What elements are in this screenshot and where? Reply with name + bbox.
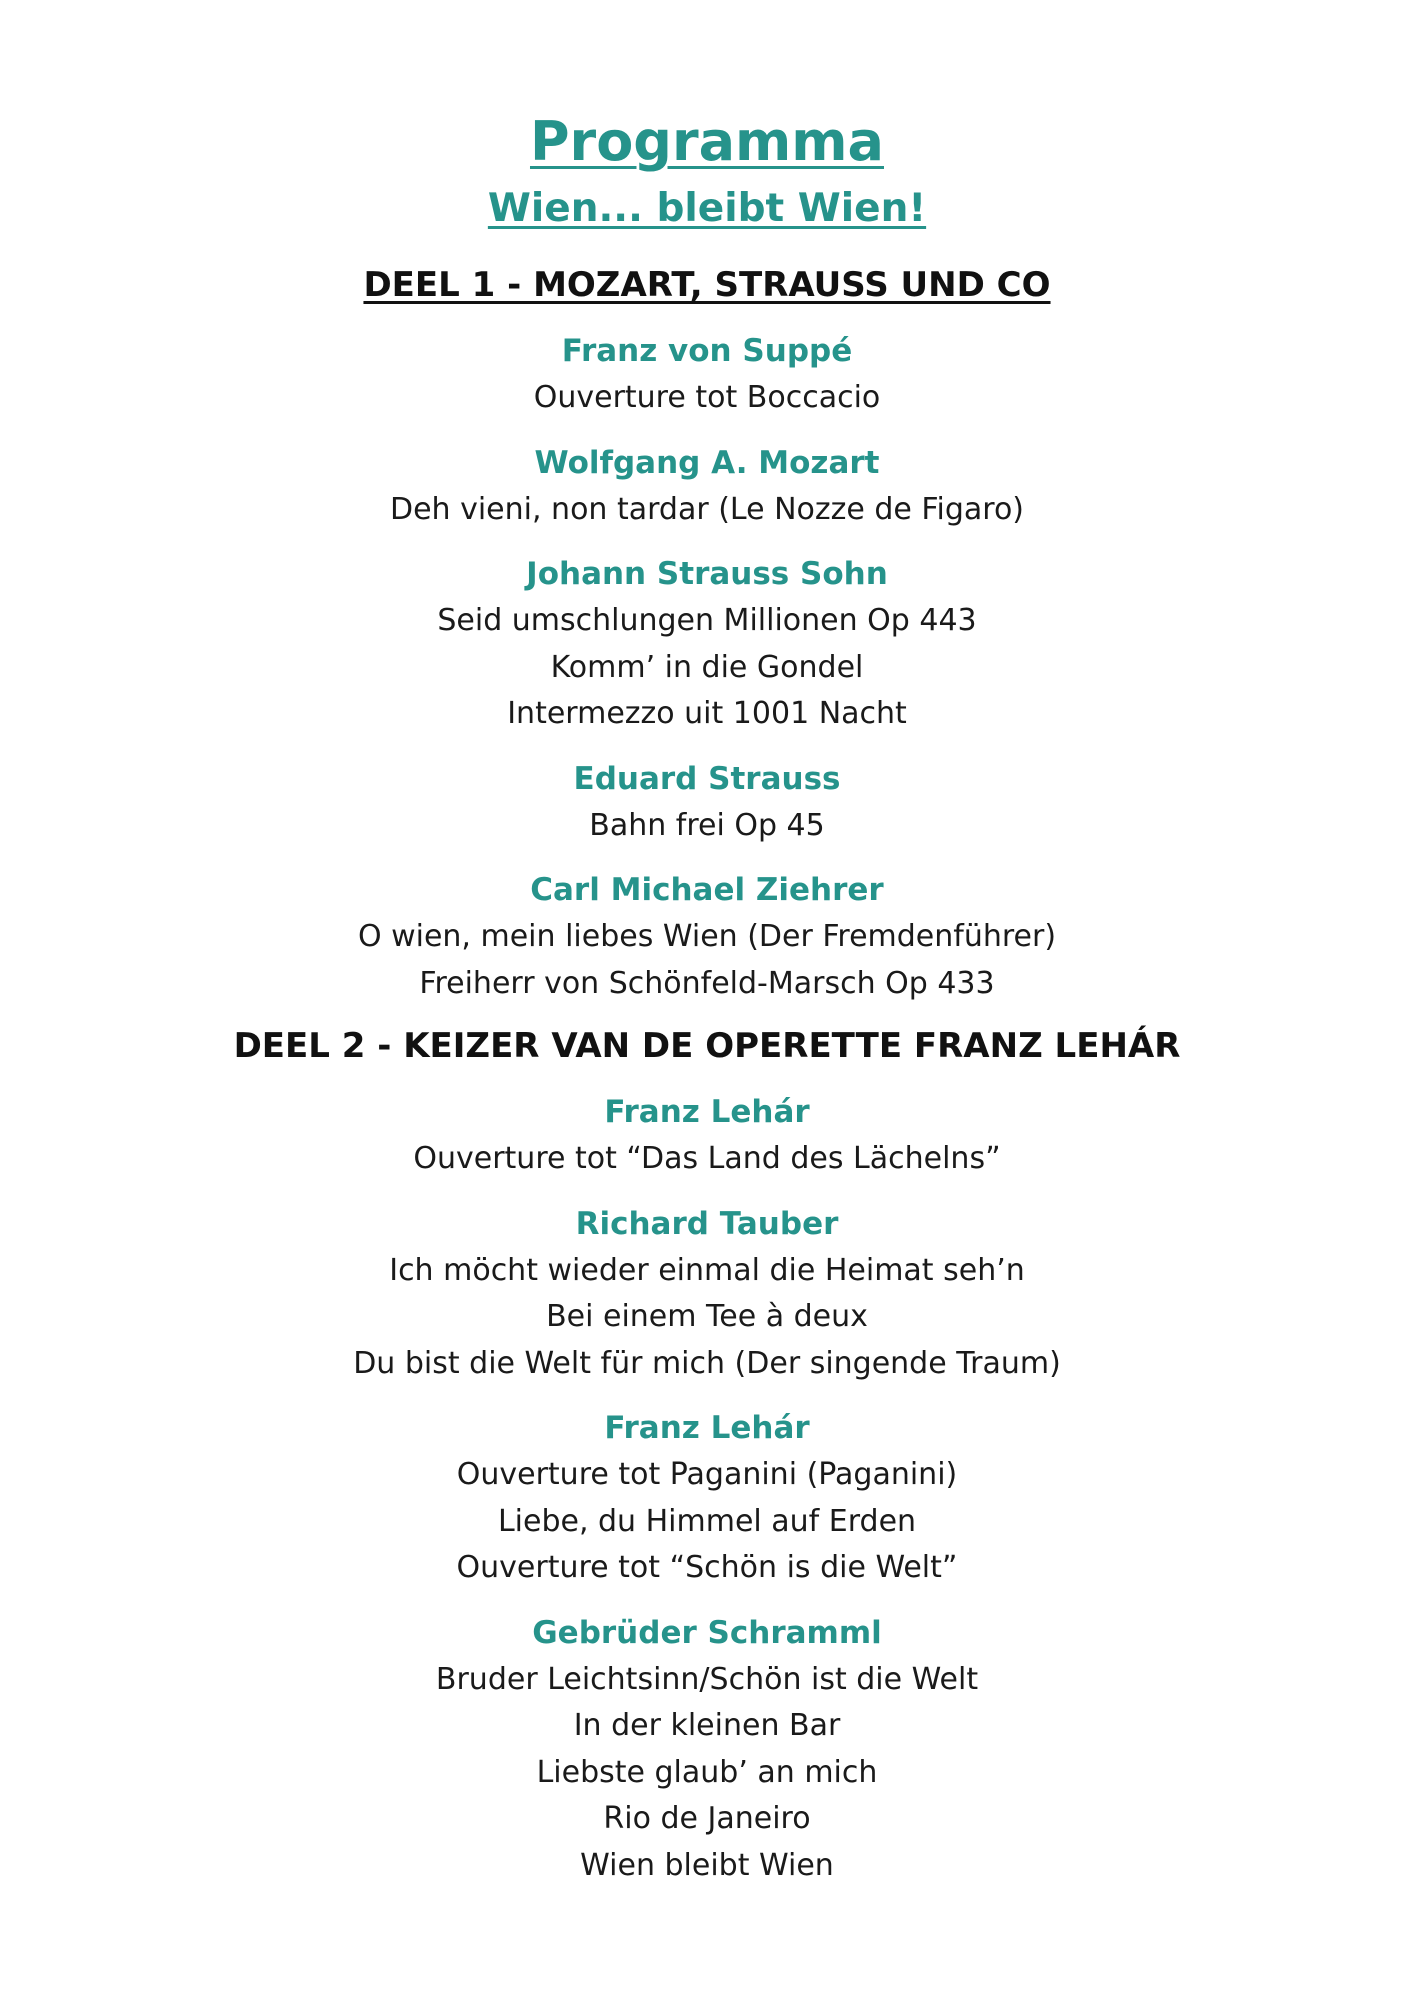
part-2: [0, 1021, 1414, 1889]
piece-title: Bruder Leichtsinn/Schön ist die Welt: [435, 1661, 979, 1697]
composer-name: Wolfgang A. Mozart: [534, 444, 880, 481]
piece-title: Ouverture tot Paganini (Paganini): [456, 1457, 958, 1492]
piece-title: Wien bleibt Wien: [580, 1847, 834, 1883]
piece-title: Liebste glaub’ an mich: [536, 1754, 878, 1790]
piece-title: O wien, mein liebes Wien (Der Fremdenführer): [357, 919, 1057, 954]
piece-title: Du bist die Welt für mich (Der singende Traum): [353, 1345, 1061, 1381]
composer-name: Gebrüder Schramml: [532, 1614, 882, 1651]
piece-title: Liebe, du Himmel auf Erden: [497, 1503, 917, 1539]
composer-name: Johann Strauss Sohn: [526, 556, 888, 592]
composer-name: Carl Michael Ziehrer: [530, 872, 884, 908]
piece-title: Ouverture tot “Das Land des Lächelns”: [413, 1141, 1001, 1176]
piece-title: Seid umschlungen Millionen Op 443: [437, 603, 977, 638]
composer-group: [0, 328, 1414, 422]
composer-name: Franz Lehár: [604, 1410, 810, 1446]
composer-group: [0, 1610, 1414, 1890]
composer-group: [0, 756, 1414, 850]
page-subtitle: Wien... bleibt Wien!: [487, 186, 927, 231]
composer-group: [0, 440, 1414, 534]
piece-title: Rio de Janeiro: [603, 1801, 811, 1836]
piece-title: In der kleinen Bar: [573, 1708, 841, 1743]
part-1: [0, 260, 1414, 1007]
composer-group: [0, 1089, 1414, 1183]
page-title: Programma: [529, 110, 884, 173]
composer-group: [0, 551, 1414, 738]
piece-title: Freiherr von Schönfeld-Marsch Op 433: [419, 965, 995, 1001]
part-2-heading: DEEL 2 - KEIZER VAN DE OPERETTE FRANZ LEHÁR: [233, 1026, 1181, 1066]
piece-title: Intermezzo uit 1001 Nacht: [507, 696, 907, 731]
piece-title: Bei einem Tee à deux: [546, 1299, 868, 1334]
piece-title: Deh vieni, non tardar (Le Nozze de Figaro): [389, 491, 1024, 527]
piece-title: Komm’ in die Gondel: [550, 649, 864, 685]
part-1-heading: DEEL 1 - MOZART, STRAUSS UND CO: [363, 265, 1051, 305]
composer-name: Franz von Suppé: [561, 333, 853, 369]
composer-group: [0, 867, 1414, 1007]
piece-title: Ouverture tot Boccacio: [533, 380, 881, 415]
composer-name: Franz Lehár: [604, 1094, 810, 1130]
piece-title: Ich möcht wieder einmal die Heimat seh’n: [389, 1252, 1025, 1288]
piece-title: Ouverture tot “Schön is die Welt”: [456, 1550, 958, 1585]
composer-name: Eduard Strauss: [573, 760, 841, 797]
composer-group: [0, 1201, 1414, 1388]
piece-title: Bahn frei Op 45: [589, 807, 825, 843]
composer-name: Richard Tauber: [575, 1205, 839, 1242]
composer-group: [0, 1405, 1414, 1592]
